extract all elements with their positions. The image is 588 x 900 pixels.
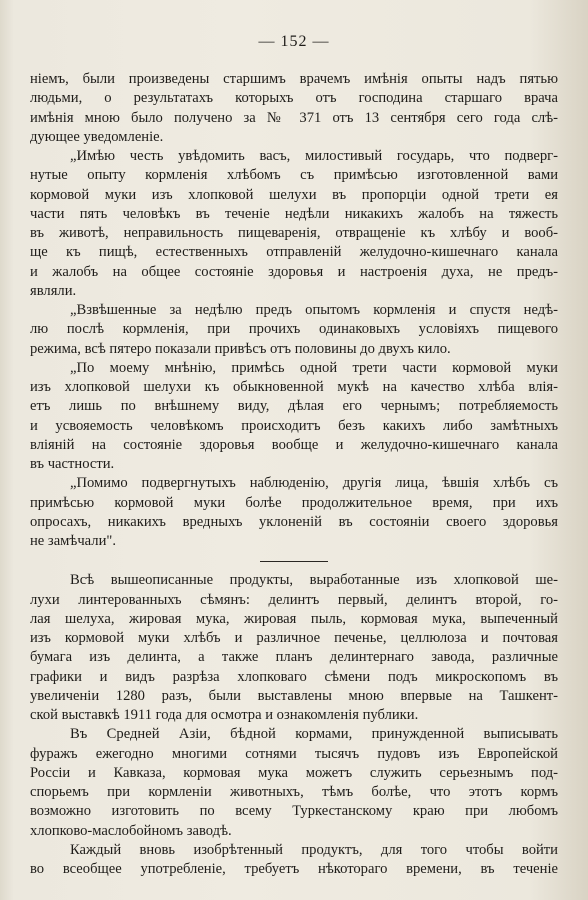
text-line: лухи линтерованныхъ сѣмянъ: делинтъ первый, делинтъ второй, го- xyxy=(30,591,558,608)
paragraph xyxy=(30,301,558,359)
text-line: етъ лишь по внѣшнему виду, дѣлая его чернымъ; потребляемость xyxy=(30,398,558,415)
text-line: ской выставкѣ 1911 года для осмотра и ознакомленія публики. xyxy=(30,707,419,724)
paragraph xyxy=(30,841,558,880)
text-line: „Взвѣшенные за недѣлю предъ опытомъ кормленія и спустя недѣ- xyxy=(70,302,558,318)
text-line: и жалобъ на общее состояніе здоровья и настроенія духа, не предъ- xyxy=(30,263,558,280)
text-line: лая шелуха, жировая мука, жировая пыль, кормовая мука, выпеченный xyxy=(30,610,558,627)
text-line: увеличеніи 1280 разъ, были выставлены мною впервые на Ташкент- xyxy=(30,687,558,704)
text-line: во всеобщее употребленіе, требуетъ нѣкотораго времени, въ теченіе xyxy=(30,861,558,878)
text-line: графики и видъ разрѣза хлопковаго сѣмени подъ микроскопомъ въ xyxy=(30,668,558,685)
paragraph xyxy=(30,359,558,475)
text-line: бумага изъ делинта, а также планъ делинтернаго завода, различные xyxy=(30,649,558,666)
text-line: нутые опыту кормленія хлѣбомъ съ примѣсью изготовленной вами xyxy=(30,167,558,184)
text-line: „По моему мнѣнію, примѣсь одной трети части кормовой муки xyxy=(70,359,558,376)
text-line: вліяній на состояніе здоровья вообще и желудочно-кишечнаго канала xyxy=(30,436,558,453)
text-line: Каждый вновь изобрѣтенный продуктъ, для того чтобы войти xyxy=(70,841,558,858)
text-line: и усвояемость человѣкомъ происходитъ безъ какихъ либо замѣтныхъ xyxy=(30,417,558,434)
text-line: возможно изготовить по всему Туркестанскому краю при любомъ xyxy=(30,803,558,820)
paragraph xyxy=(30,147,558,301)
text-line: „Имѣю честь увѣдомить васъ, милостивый государь, что подверг- xyxy=(70,148,558,164)
text-line: кормовой муки изъ хлопковой шелухи въ пропорціи одной трети ея xyxy=(30,186,558,203)
text-line: лю послѣ кормленія, при прочихъ одинаковыхъ условіяхъ пищевого xyxy=(30,321,558,338)
text-line: изъ хлопковой шелухи къ обыкновенной мукѣ на качество хлѣба влія- xyxy=(30,379,558,395)
text-line: режима, всѣ пятеро показали привѣсъ отъ половины до двухъ кило. xyxy=(30,340,451,357)
text-line: фуражъ ежегодно многими сотнями тысячъ пудовъ изъ Европейской xyxy=(30,745,558,762)
page-body xyxy=(30,70,558,879)
text-line: имѣнія мною было получено за № 371 отъ 13 сентября сего года слѣ- xyxy=(30,109,558,126)
text-line: части пять человѣкъ въ теченіе недѣли никакихъ жалобъ на тяжесть xyxy=(30,205,558,222)
text-line: ще къ пищѣ, естественныхъ отправленій желудочно-кишечнаго канала xyxy=(30,244,558,261)
text-line: изъ кормовой муки хлѣбъ и различное печенье, целлюлоза и почтовая xyxy=(30,630,558,647)
text-line: Всѣ вышеописанные продукты, выработанные изъ хлопковой ше- xyxy=(70,572,558,589)
text-line: Россіи и Кавказа, кормовая мука можетъ служить серьезнымъ под- xyxy=(30,764,558,781)
text-line: не замѣчали". xyxy=(30,533,116,549)
page-number: — 152 — xyxy=(258,33,330,50)
paragraph xyxy=(30,70,558,147)
text-line: „Помимо подвергнутыхъ наблюденію, другія лица, ѣвшія хлѣбъ съ xyxy=(70,475,558,492)
text-line: Въ Средней Азіи, бѣдной кормами, принужденной выписывать xyxy=(70,726,558,743)
text-line: въ частности. xyxy=(30,456,115,472)
text-line: въ животѣ, неправильность пищеваренія, отвращеніе къ хлѣбу и вооб- xyxy=(30,225,558,241)
text-line: дующее уведомленіе. xyxy=(30,128,164,145)
text-line: хлопково-маслобойномъ заводѣ. xyxy=(30,822,232,839)
text-line: примѣсью кормовой муки болѣе продолжительное время, при ихъ xyxy=(30,494,558,511)
text-line: являли. xyxy=(30,282,77,299)
text-line: спорьемъ при кормленіи животныхъ, тѣмъ болѣе, что этотъ кормъ xyxy=(30,784,558,801)
paragraph xyxy=(30,571,558,725)
paragraph xyxy=(30,725,558,841)
text-line: людьми, о результатахъ которыхъ отъ господина старшаго врача xyxy=(30,90,558,107)
paragraph xyxy=(30,474,558,551)
text-line: опросахъ, никакихъ вредныхъ уклоненій въ состояніи своего здоровья xyxy=(30,513,558,530)
text-line: ніемъ, были произведены старшимъ врачемъ имѣнія опыты надъ пятью xyxy=(30,71,558,87)
section-separator xyxy=(260,561,328,562)
